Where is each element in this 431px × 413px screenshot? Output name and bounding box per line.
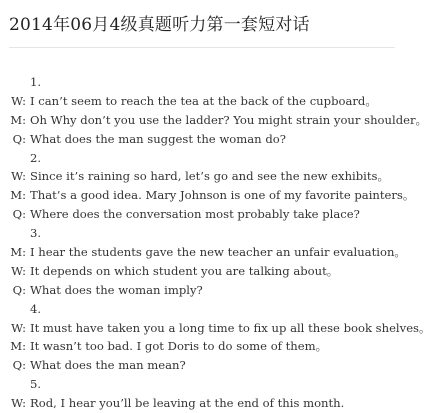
question-number: 4.	[30, 301, 42, 316]
question-number: 1.	[30, 75, 42, 89]
dialogue-text: What does the man suggest the woman do?	[30, 131, 286, 146]
dialogue-line	[0, 262, 400, 281]
speaker-label: M:	[10, 245, 26, 260]
dialogue-text: That’s a good idea. Mary Johnson is one of my favorite painters。	[30, 188, 415, 203]
question-number: 2.	[30, 150, 42, 165]
dialogue-line	[0, 167, 400, 186]
dialogue-text: It depends on which student you are talking about。	[30, 263, 339, 278]
dialogue-text: Where does the conversation most probably take place?	[30, 207, 360, 222]
dialogue-line	[0, 319, 431, 338]
dialogue-transcript	[0, 73, 431, 413]
dialogue-line	[0, 111, 428, 130]
speaker-label: Q:	[12, 131, 26, 146]
question-number-row	[0, 149, 400, 168]
speaker-label: W:	[11, 320, 26, 335]
dialogue-line	[0, 130, 400, 149]
dialogue-text: Rod, I hear you’ll be leaving at the end of this month.	[30, 396, 345, 411]
dialogue-text: Since it’s raining so hard, let’s go and see the new exhibits。	[30, 169, 390, 184]
speaker-label: W:	[11, 263, 26, 278]
dialogue-text: It wasn’t too bad. I got Doris to do some of them。	[30, 339, 328, 354]
question-number-row	[0, 224, 400, 243]
speaker-label: W:	[11, 169, 26, 184]
dialogue-text: It must have taken you a long time to fix up all these book shelves。	[30, 320, 431, 335]
dialogue-line	[0, 186, 415, 205]
speaker-label: Q:	[12, 207, 26, 222]
speaker-label: W:	[11, 93, 26, 108]
question-number: 3.	[30, 226, 42, 241]
question-number-row	[0, 300, 400, 319]
question-number-row	[0, 375, 400, 394]
dialogue-line	[0, 243, 406, 262]
page-title: 2014年06月4级真题听力第一套短对话	[9, 15, 310, 35]
dialogue-text: I can’t seem to reach the tea at the back of the cupboard。	[30, 93, 377, 108]
speaker-label: M:	[10, 339, 26, 354]
dialogue-line	[0, 92, 400, 111]
dialogue-line	[0, 394, 400, 413]
dialogue-text: Oh Why don’t you use the ladder? You might strain your shoulder。	[30, 112, 428, 127]
speaker-label: Q:	[12, 358, 26, 373]
speaker-label: M:	[10, 188, 26, 203]
dialogue-text: What does the man mean?	[30, 358, 186, 373]
dialogue-line	[0, 337, 400, 356]
dialogue-text: What does the woman imply?	[30, 282, 203, 297]
title-divider	[9, 47, 395, 48]
question-number-row	[0, 73, 400, 92]
speaker-label: M:	[10, 112, 26, 127]
speaker-label: W:	[11, 396, 26, 411]
dialogue-line	[0, 356, 400, 375]
dialogue-line	[0, 281, 400, 300]
dialogue-line	[0, 205, 400, 224]
dialogue-text: I hear the students gave the new teacher an unfair evaluation。	[30, 245, 406, 260]
speaker-label: Q:	[12, 282, 26, 297]
question-number: 5.	[30, 377, 42, 392]
